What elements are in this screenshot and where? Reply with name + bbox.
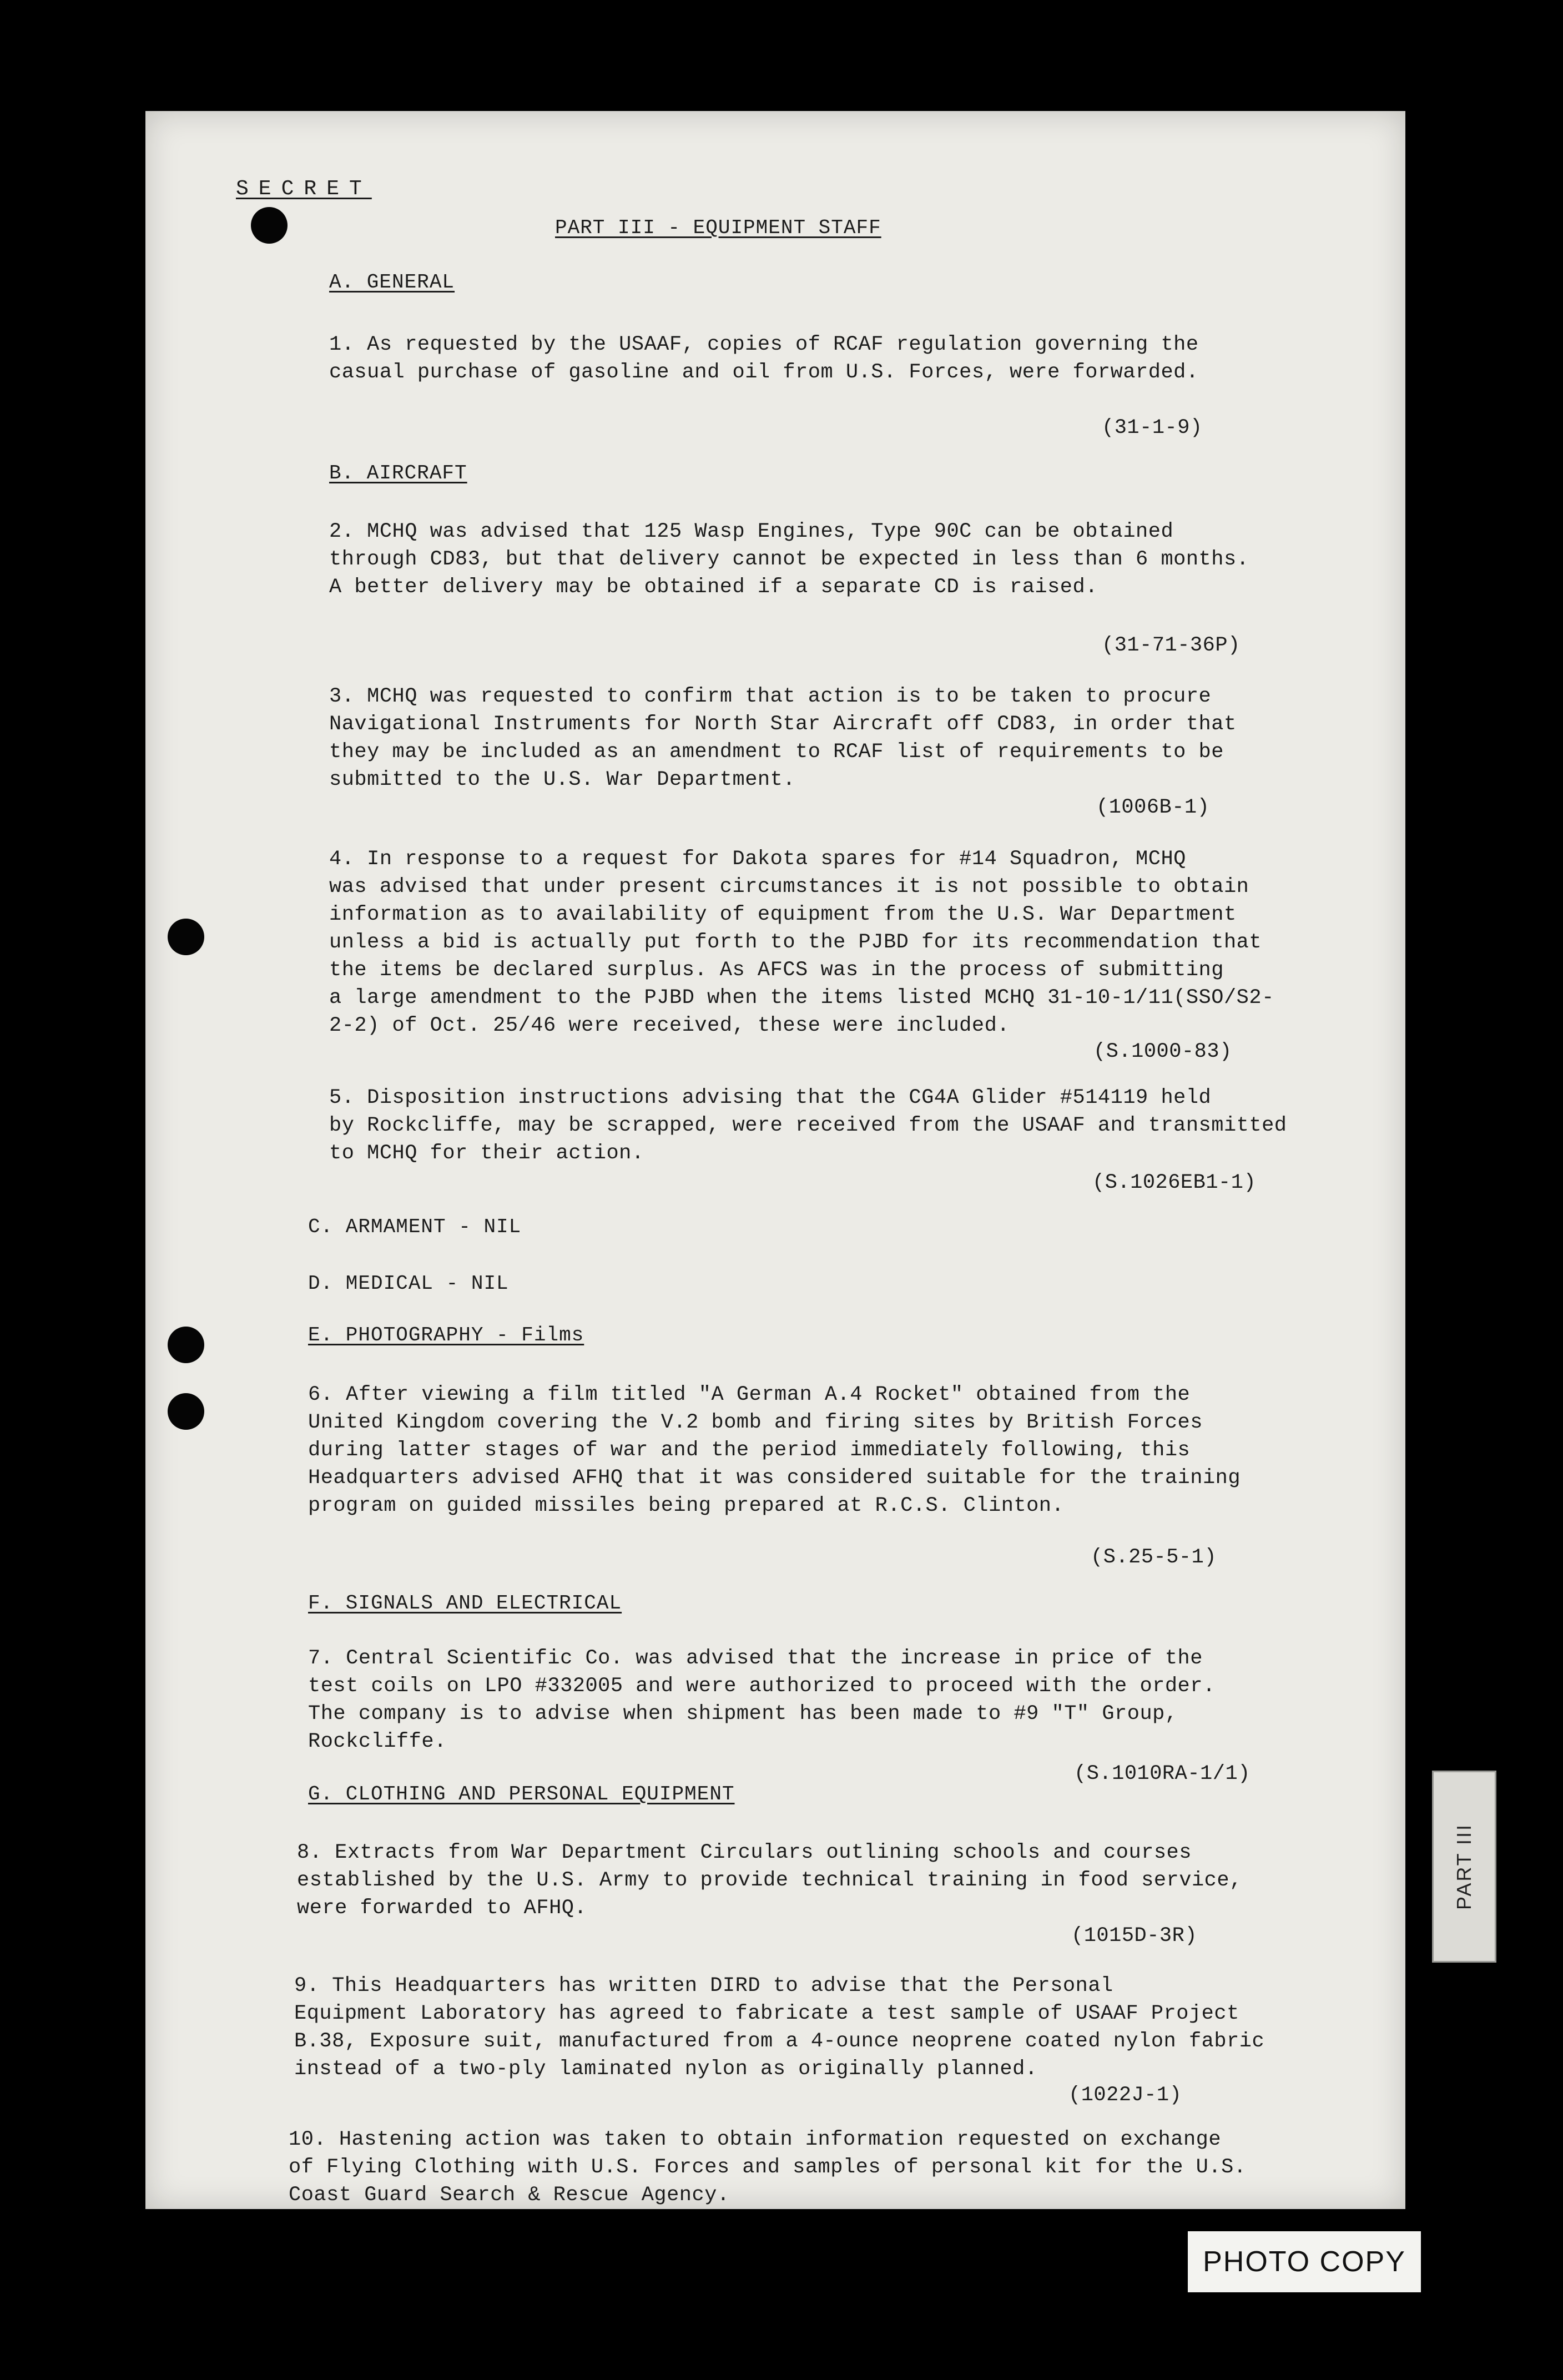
section-a-heading: A. GENERAL [329, 271, 455, 294]
photocopy-stamp: PHOTO COPY [1188, 2231, 1421, 2292]
section-g-heading: G. CLOTHING AND PERSONAL EQUIPMENT [308, 1783, 735, 1806]
para-5-ref: (S.1026EB1-1) [1092, 1171, 1257, 1194]
punch-hole-2 [168, 919, 204, 955]
para-6-line-3: during latter stages of war and the period immediately following, this [308, 1439, 1191, 1462]
part-tab-label: PART III [1453, 1823, 1475, 1910]
para-6-line-4: Headquarters advised AFHQ that it was considered suitable for the training [308, 1466, 1241, 1490]
para-5-line-1: 5. Disposition instructions advising that the CG4A Glider #514119 held [329, 1086, 1212, 1110]
para-1-line-2: casual purchase of gasoline and oil from U.S. Forces, were forwarded. [329, 361, 1199, 384]
para-7-ref: (S.1010RA-1/1) [1074, 1762, 1251, 1786]
para-7-line-1: 7. Central Scientific Co. was advised that the increase in price of the [308, 1647, 1203, 1670]
para-9-line-2: Equipment Laboratory has agreed to fabricate a test sample of USAAF Project [294, 2002, 1239, 2025]
para-10-line-2: of Flying Clothing with U.S. Forces and samples of personal kit for the U.S. [289, 2156, 1247, 2179]
para-10-line-1: 10. Hastening action was taken to obtain information requested on exchange [289, 2128, 1222, 2151]
para-2-ref: (31-71-36P) [1102, 634, 1241, 657]
section-b-heading: B. AIRCRAFT [329, 462, 467, 485]
para-2-line-2: through CD83, but that delivery cannot be expected in less than 6 months. [329, 548, 1249, 571]
para-2-line-3: A better delivery may be obtained if a separate CD is raised. [329, 576, 1098, 599]
page-title: PART III - EQUIPMENT STAFF [555, 216, 881, 239]
para-4-line-1: 4. In response to a request for Dakota spares for #14 Squadron, MCHQ [329, 848, 1186, 871]
para-7-line-4: Rockcliffe. [308, 1730, 447, 1753]
para-4-line-5: the items be declared surplus. As AFCS was in the process of submitting [329, 959, 1224, 982]
para-7-line-3: The company is to advise when shipment has been made to #9 "T" Group, [308, 1702, 1178, 1726]
para-3-ref: (1006B-1) [1096, 796, 1210, 819]
para-5-line-3: to MCHQ for their action. [329, 1142, 644, 1165]
para-6-ref: (S.25-5-1) [1091, 1546, 1217, 1569]
para-1-ref: (31-1-9) [1102, 416, 1203, 440]
para-6-line-5: program on guided missiles being prepared at R.C.S. Clinton. [308, 1494, 1065, 1517]
para-8-line-2: established by the U.S. Army to provide technical training in food service, [297, 1869, 1242, 1892]
para-3-line-4: submitted to the U.S. War Department. [329, 768, 796, 791]
para-4-line-7: 2-2) of Oct. 25/46 were received, these were included. [329, 1014, 1010, 1037]
para-10-line-3: Coast Guard Search & Rescue Agency. [289, 2184, 730, 2207]
para-3-line-3: they may be included as an amendment to RCAF list of requirements to be [329, 740, 1224, 764]
section-c-heading: C. ARMAMENT - NIL [308, 1216, 522, 1238]
punch-hole-1 [251, 207, 288, 244]
para-4-ref: (S.1000-83) [1093, 1040, 1232, 1063]
para-8-line-3: were forwarded to AFHQ. [297, 1897, 587, 1920]
para-9-ref: (1022J-1) [1068, 2084, 1182, 2107]
punch-hole-3 [168, 1327, 204, 1363]
section-e-heading: E. PHOTOGRAPHY - Films [308, 1324, 584, 1347]
para-9-line-4: instead of a two-ply laminated nylon as originally planned. [294, 2058, 1038, 2081]
para-6-line-1: 6. After viewing a film titled "A German A.4 Rocket" obtained from the [308, 1383, 1191, 1406]
para-4-line-4: unless a bid is actually put forth to the PJBD for its recommendation that [329, 931, 1262, 954]
para-9-line-1: 9. This Headquarters has written DIRD to advise that the Personal [294, 1974, 1113, 1998]
para-8-ref: (1015D-3R) [1071, 1924, 1198, 1948]
para-7-line-2: test coils on LPO #332005 and were authorized to proceed with the order. [308, 1675, 1216, 1698]
section-d-heading: D. MEDICAL - NIL [308, 1272, 509, 1295]
para-3-line-1: 3. MCHQ was requested to confirm that action is to be taken to procure [329, 685, 1212, 708]
para-4-line-6: a large amendment to the PJBD when the items listed MCHQ 31-10-1/11(SSO/S2- [329, 986, 1274, 1010]
para-4-line-2: was advised that under present circumstances it is not possible to obtain [329, 875, 1249, 899]
para-2-line-1: 2. MCHQ was advised that 125 Wasp Engines, Type 90C can be obtained [329, 520, 1174, 543]
part-tab [1432, 1771, 1496, 1963]
section-f-heading: F. SIGNALS AND ELECTRICAL [308, 1592, 622, 1615]
para-1-line-1: 1. As requested by the USAAF, copies of RCAF regulation governing the [329, 333, 1199, 356]
para-5-line-2: by Rockcliffe, may be scrapped, were received from the USAAF and transmitted [329, 1114, 1287, 1137]
para-4-line-3: information as to availability of equipment from the U.S. War Department [329, 903, 1237, 926]
classification-marking: SECRET [236, 177, 372, 201]
para-8-line-1: 8. Extracts from War Department Circulars outlining schools and courses [297, 1841, 1192, 1864]
para-6-line-2: United Kingdom covering the V.2 bomb and firing sites by British Forces [308, 1411, 1203, 1434]
para-3-line-2: Navigational Instruments for North Star Aircraft off CD83, in order that [329, 713, 1237, 736]
para-9-line-3: B.38, Exposure suit, manufactured from a 4-ounce neoprene coated nylon fabric [294, 2030, 1265, 2053]
punch-hole-4 [168, 1393, 204, 1430]
